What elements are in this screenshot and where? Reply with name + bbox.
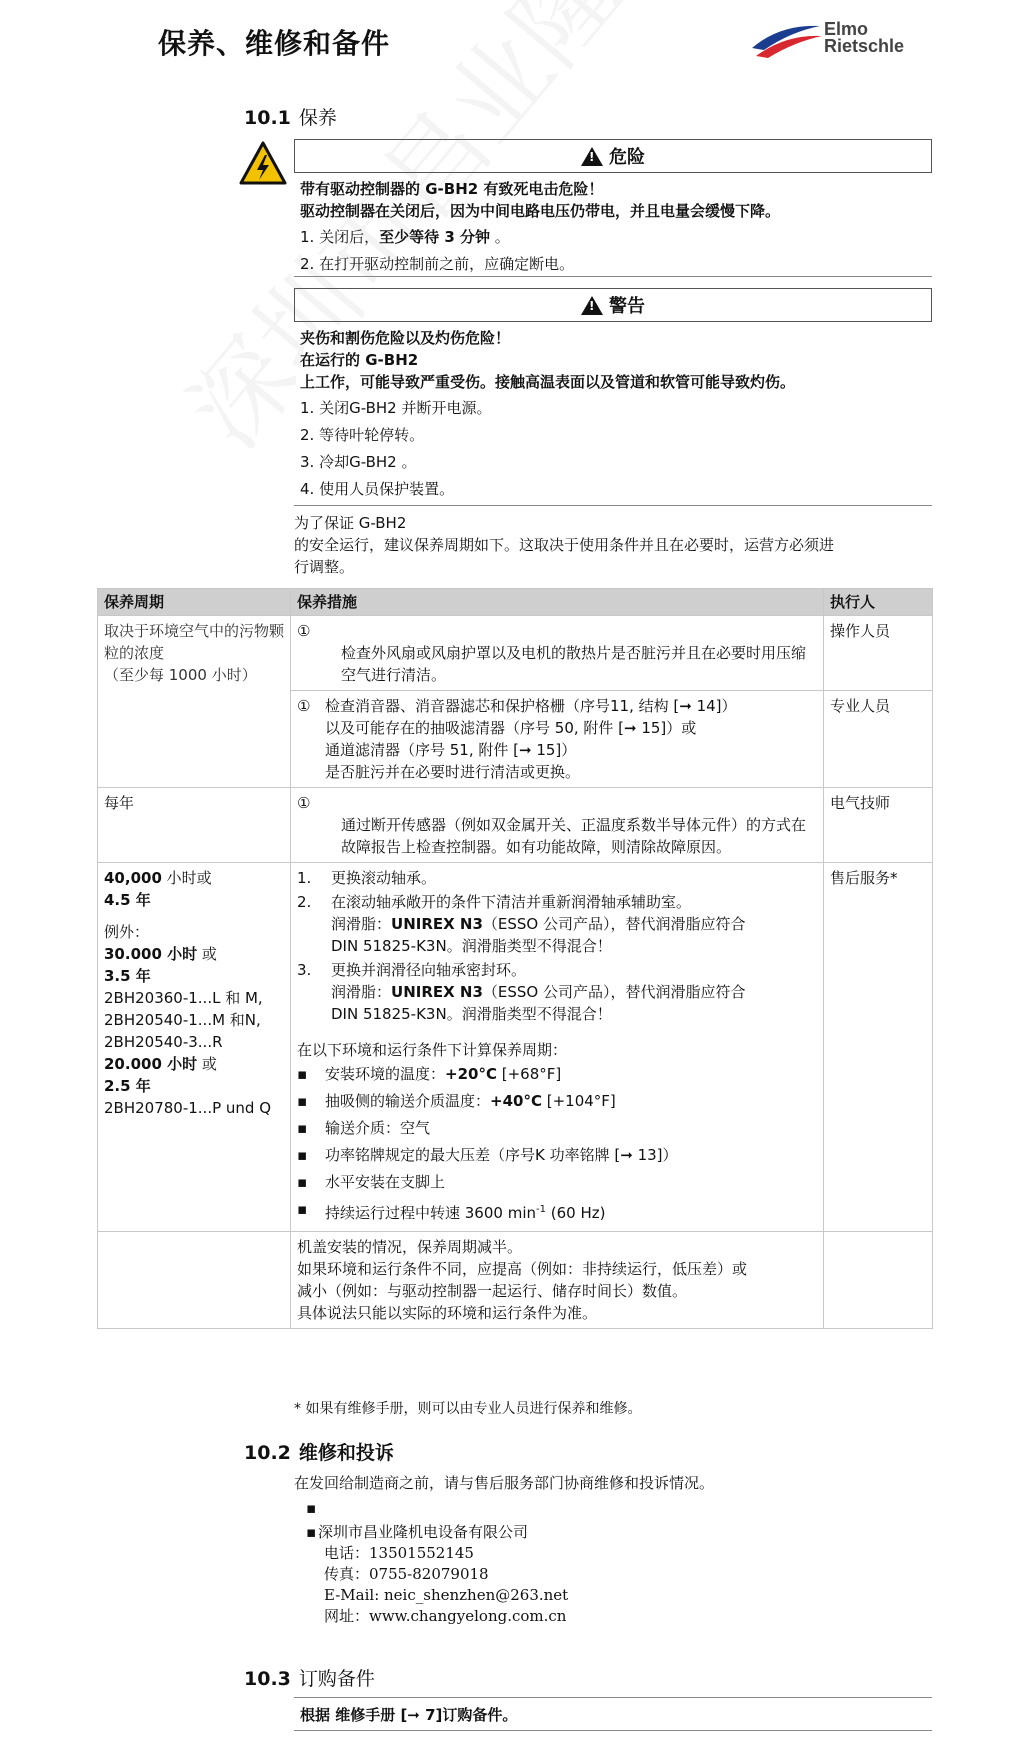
danger-text: 带有驱动控制器的 G-BH2 有致死电击危险！ 驱动控制器在关闭后，因为中间电路电压仍带电，并且电量会缓慢下降。 1. 关闭后，至少等待 3 分钟 。 2. 在打开驱动控制前之前，应确定断电。 <box>300 178 780 278</box>
page-title: 保养、维修和备件 <box>158 27 391 60</box>
company-name: 深圳市昌业隆机电设备有限公司 <box>318 1523 529 1541</box>
measure-cell: ① 通过断开传感器（例如双金属开关、正温度系数半导体元件）的方式在故障报告上检查控制器。如有功能故障，则清除故障原因。 <box>291 788 824 863</box>
intro-paragraph: 为了保证 G-BH2 的安全运行，建议保养周期如下。这取决于使用条件并且在必要时，运营方必须进 行调整。 <box>294 514 835 576</box>
warning-item: 1. 关闭G-BH2 并断开电源。 <box>300 399 492 417</box>
list-item: ▪ 功率铭牌规定的最大压差（序号K 功率铭牌 [➞ 13]） <box>297 1146 678 1164</box>
list-item: ▪ 输送介质：空气 <box>297 1119 431 1137</box>
warning-text: 夹伤和割伤危险以及灼伤危险！ 在运行的 G-BH2 上工作，可能导致严重受伤。接触高温表面以及管道和软管可能导致灼伤。 1. 关闭G-BH2 并断开电源。 2. 等待叶轮停转。 3. 冷却G-BH2 。 4. 使用人员保护装置。 <box>300 327 795 503</box>
logo-swoosh-icon <box>750 18 824 62</box>
maintenance-table <box>97 588 933 1329</box>
warning-item: 3. 冷却G-BH2 。 <box>300 453 417 471</box>
measure-cell: 1. 更换滚动轴承。 2. 在滚动轴承敞开的条件下清洁并重新润滑轴承辅助室。 润滑脂：UNIREX N3（ESSO 公司产品），替代润滑脂应符合 DIN 51825-K3N。润滑脂类型不得混合！ 3. 更换并润滑径向轴承密封环。 润滑脂：UNIREX N3（ESSO 公司产品），替代润滑脂应符合 DIN 51825-K3N。润滑脂类型不得混合！ 在以下环境和运行条件下计算保养周期： ▪ 安装环境的温度：+20°C [+68°F] ▪ 抽吸侧的输送介质温度：+40°C [+104°F] ▪ 输送介质：空气 ▪ 功率铭牌规定的最大压差（序号K 功率铭牌 [➞ 13]） ▪ 水平安装在支脚上 ▪ 持续运行过程中转速 3600 $\min^{-1} (60$ Hz) <box>291 863 824 1232</box>
warning-label-box: ! 警告 <box>294 288 932 322</box>
table-header-row <box>98 589 933 616</box>
danger-label-box: ! 危险 <box>294 139 932 173</box>
danger-item-1: 1. 关闭后，至少等待 3 分钟 。 <box>300 228 510 246</box>
period-cell: 40,000 小时或 4.5 年 例外： 30.000 小时 或 3.5 年 2BH20360-1...L 和 M, 2BH20540-1...M 和N, 2BH20540-3...R 20.000 小时 或 2.5 年 2BH20780-1...P und Q <box>98 863 291 1232</box>
list-item: ▪ 抽吸侧的输送介质温度：+40°C [+104°F] <box>297 1092 616 1110</box>
section-heading-repair: 10.2 维修和投诉 <box>244 1442 394 1464</box>
list-item: ▪ 水平安装在支脚上 <box>297 1173 446 1191</box>
spare-parts-note: 根据 维修手册 [➞ 7]订购备件。 <box>294 1697 932 1731</box>
person-cell: 专业人员 <box>824 691 933 788</box>
contact-block <box>318 1521 568 1627</box>
measure-cell: ① 检查消音器、消音器滤芯和保护格栅（序号11, 结构 [➞ 14]） 以及可能存在的抽吸滤清器（序号 50, 附件 [➞ 15]）或 通道滤清器（序号 51, 附件 [➞ 15]） 是否脏污并在必要时进行清洁或更换。 <box>291 691 824 788</box>
fax: 传真：0755-82079018 <box>324 1565 489 1583</box>
person-cell: 操作人员 <box>824 616 933 691</box>
section-heading-spare-parts: 10.3 订购备件 <box>244 1668 375 1690</box>
person-cell: 售后服务* <box>824 863 933 1232</box>
website: 网址：www.changyelong.com.cn <box>324 1607 567 1625</box>
period-cell: 取决于环境空气中的污物颗粒的浓度 （至少每 1000 小时） <box>98 616 291 788</box>
person-cell: 电气技师 <box>824 788 933 863</box>
column-header: 执行人 <box>824 589 933 616</box>
table-row <box>98 1232 933 1329</box>
list-item: ▪ 安装环境的温度：+20°C [+68°F] <box>297 1065 562 1083</box>
person-cell <box>824 1232 933 1329</box>
phone: 电话：13501552145 <box>324 1544 474 1562</box>
warning-item: 4. 使用人员保护装置。 <box>300 480 455 498</box>
repair-text: 在发回给制造商之前，请与售后服务部门协商维修和投诉情况。 <box>294 1474 715 1492</box>
warning-triangle-icon <box>581 147 603 166</box>
measure-cell: ① 检查外风扇或风扇护罩以及电机的散热片是否脏污并且在必要时用压缩空气进行清洁。 <box>291 616 824 691</box>
column-header: 保养措施 <box>291 589 824 616</box>
brand-logo <box>750 18 920 62</box>
list-item: ▪ 持续运行过程中转速 3600 $\min^{-1} (60$ Hz) <box>297 1200 606 1222</box>
divider <box>294 505 932 506</box>
table-row <box>98 863 933 1232</box>
divider <box>294 276 932 277</box>
period-cell: 每年 <box>98 788 291 863</box>
logo-text: Elmo Rietschle <box>824 19 905 56</box>
section-heading-maintenance: 10.1 保养 <box>244 107 337 129</box>
warning-item: 2. 等待叶轮停转。 <box>300 426 425 444</box>
electric-hazard-icon <box>238 140 288 186</box>
bullet-marker: ▪ <box>306 1523 317 1541</box>
warning-triangle-icon <box>581 296 603 315</box>
period-cell <box>98 1232 291 1329</box>
footnote: * 如果有维修手册，则可以由专业人员进行保养和维修。 <box>294 1401 642 1417</box>
table-row <box>98 788 933 863</box>
bullet-marker: ▪ <box>306 1499 317 1517</box>
email: E-Mail: neic_shenzhen@263.net <box>324 1586 569 1604</box>
danger-item-2: 2. 在打开驱动控制前之前，应确定断电。 <box>300 255 575 273</box>
table-row <box>98 616 933 691</box>
column-header: 保养周期 <box>98 589 291 616</box>
note-cell: 机盖安装的情况，保养周期减半。 如果环境和运行条件不同，应提高（例如：非持续运行，低压差）或 减小（例如：与驱动控制器一起运行、储存时间长）数值。 具体说法只能以实际的环境和运行条件为准。 <box>291 1232 824 1329</box>
